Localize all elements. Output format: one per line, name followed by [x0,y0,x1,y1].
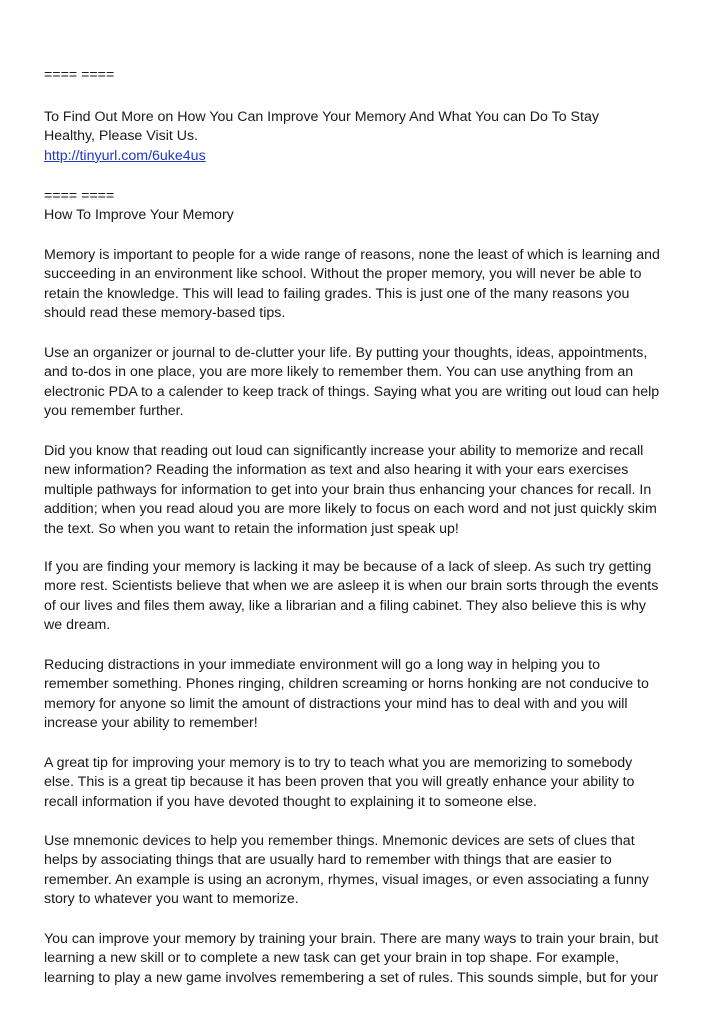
paragraph-line: Use mnemonic devices to help you remember things. Mnemonic devices are sets of clues that [44,833,635,849]
paragraph-line: Use an organizer or journal to de-clutter your life. By putting your thoughts, ideas, appointments, [44,345,648,361]
paragraph-line: else. This is a great tip because it has been proven that you will greatly enhance your ability to [44,774,635,791]
paragraph-line: succeeding in an environment like school. Without the proper memory, you will never be able to [44,266,642,283]
separator-text: ==== ==== [44,188,115,204]
paragraph-line: Did you know that reading out loud can significantly increase your ability to memorize and recall [44,443,644,459]
promo-line: Healthy, Please Visit Us. [44,128,199,145]
paragraph-line: You can improve your memory by training your brain. There are many ways to train your brain, but [44,931,659,947]
paragraph-2 [44,344,694,422]
promo-link[interactable]: http://tinyurl.com/6uke4us [44,147,206,164]
paragraph-line: A great tip for improving your memory is to try to teach what you are memorizing to somebody [44,755,633,771]
article-title: How To Improve Your Memory [44,207,234,224]
paragraph-line: electronic PDA to a calender to keep track of things. Saying what you are writing out loud can help [44,383,660,400]
separator-top [44,66,694,85]
paragraph-5 [44,656,694,734]
paragraph-line: If you are finding your memory is lacking it may be because of a lack of sleep. As such try getting [44,559,652,575]
paragraph-line: you remember further. [44,403,184,420]
paragraph-line: new information? Reading the information as text and also hearing it with your ears exercises [44,462,629,479]
paragraph-line: increase your ability to remember! [44,715,258,732]
paragraph-7 [44,832,694,910]
paragraph-line: multiple pathways for information to get into your brain thus enhancing your chances for recall. In [44,481,652,498]
paragraph-line: of our lives and files them away, like a librarian and a filing cabinet. They also believe this is why [44,597,646,614]
paragraph-6 [44,754,694,812]
paragraph-4 [44,558,694,636]
paragraph-line: Reducing distractions in your immediate environment will go a long way in helping you to [44,657,600,673]
paragraph-line: learning to play a new game involves remembering a set of rules. This sounds simple, but for your [44,969,659,986]
paragraph-line: we dream. [44,617,111,634]
paragraph-line: recall information if you have devoted thought to explaining it to someone else. [44,793,537,810]
title-block [44,187,694,226]
promo-line: To Find Out More on How You Can Improve Your Memory And What You can Do To Stay [44,109,599,125]
paragraph-line: remember. An example is using an acronym, rhymes, visual images, or even associating a funny [44,871,649,888]
paragraph-line: memory for anyone so limit the amount of distractions your mind has to deal with and you will [44,695,628,712]
paragraph-line: should read these memory-based tips. [44,305,286,322]
paragraph-line: story to whatever you want to memorize. [44,891,299,908]
paragraph-line: the text. So when you want to retain the information just speak up! [44,520,459,537]
paragraph-line: and to-dos in one place, you are more likely to remember them. You can use anything from an [44,364,634,381]
paragraph-1 [44,246,694,324]
paragraph-3 [44,442,694,539]
paragraph-line: Memory is important to people for a wide range of reasons, none the least of which is learning and [44,247,660,263]
paragraph-line: addition; when you read aloud you are more likely to focus on each word and not just quickly skim [44,501,657,518]
paragraph-line: helps by associating things that are usually hard to remember with things that are easier to [44,852,612,869]
separator-text: ==== ==== [44,67,115,83]
paragraph-line: more rest. Scientists believe that when we are asleep it is when our brain sorts through the events [44,578,659,595]
paragraph-line: remember something. Phones ringing, children screaming or horns honking are not conducive to [44,676,649,693]
paragraph-line: retain the knowledge. This will lead to failing grades. This is just one of the many reasons you [44,285,630,302]
promo-block [44,108,694,166]
paragraph-line: learning a new skill or to complete a new task can get your brain in top shape. For example, [44,950,619,967]
paragraph-8 [44,930,694,988]
